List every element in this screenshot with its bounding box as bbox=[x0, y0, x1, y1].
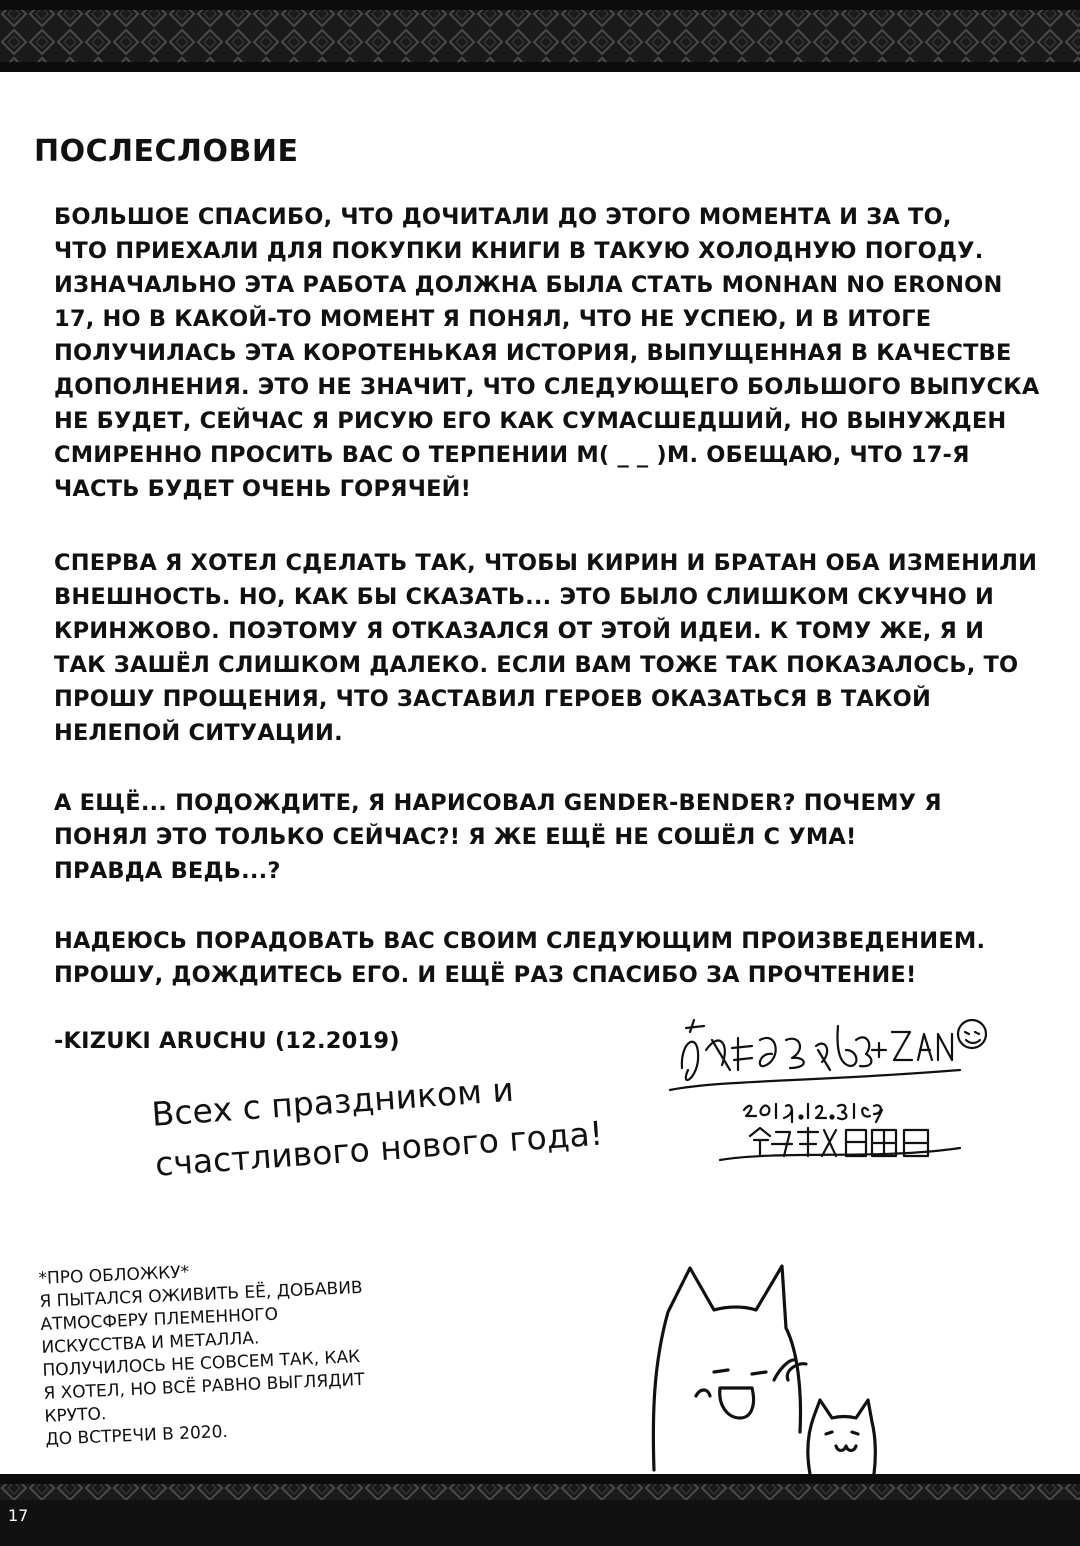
cat-doodle-icon bbox=[648, 1262, 878, 1474]
afterword-heading: ПОСЛЕСЛОВИЕ bbox=[34, 134, 299, 169]
top-decorative-border bbox=[0, 0, 1080, 72]
cover-note: *ПРО ОБЛОЖКУ* Я ПЫТАЛСЯ ОЖИВИТЬ ЕЁ, ДОБАВИВ АТМОСФЕРУ ПЛЕМЕННОГО ИСКУССТВА И МЕТАЛЛА. ПОЛУЧИЛОСЬ НЕ СОВСЕМ ТАК, КАК Я ХОТЕЛ, НО ВСЁ РАВНО ВЫГЛЯДИТ КРУТО. ДО ВСТРЕЧИ В 2020. bbox=[38, 1262, 365, 1450]
paragraph-next-work: НАДЕЮСЬ ПОРАДОВАТЬ ВАС СВОИМ СЛЕДУЮЩИМ ПРОИЗВЕДЕНИЕМ. ПРОШУ, ДОЖДИТЕСЬ ЕГО. И ЕЩЁ РАЗ СПАСИБО ЗА ПРОЧТЕНИЕ! bbox=[54, 928, 986, 988]
author-signoff: -KIZUKI ARUCHU (12.2019) bbox=[54, 1028, 400, 1054]
paragraph-gender-bender: А ЕЩЁ... ПОДОЖДИТЕ, Я НАРИСОВАЛ GENDER-BENDER? ПОЧЕМУ Я ПОНЯЛ ЭТО ТОЛЬКО СЕЙЧАС?! Я ЖЕ ЕЩЁ НЕ СОШЁЛ С УМА! ПРАВДА ВЕДЬ...? bbox=[54, 790, 942, 884]
holiday-greeting: Всех с праздником и счастливого нового года! bbox=[150, 1069, 605, 1184]
page-number: 17 bbox=[8, 1506, 29, 1525]
author-signature-image bbox=[660, 1010, 990, 1170]
bottom-decorative-border bbox=[0, 1474, 1080, 1546]
paragraph-thanks: БОЛЬШОЕ СПАСИБО, ЧТО ДОЧИТАЛИ ДО ЭТОГО МОМЕНТА И ЗА ТО, ЧТО ПРИЕХАЛИ ДЛЯ ПОКУПКИ КНИГИ В ТАКУЮ ХОЛОДНУЮ ПОГОДУ. ИЗНАЧАЛЬНО ЭТА РАБОТА ДОЛЖНА БЫЛА СТАТЬ MONHAN NO ERONON 17, НО В КАКОЙ-ТО МОМЕНТ Я ПОНЯЛ, ЧТО НЕ УСПЕЮ, И В ИТОГЕ ПОЛУЧИЛАСЬ ЭТА КОРОТЕНЬКАЯ ИСТОРИЯ, ВЫПУЩЕННАЯ В КАЧЕСТВЕ ДОПОЛНЕНИЯ. ЭТО НЕ ЗНАЧИТ, ЧТО СЛЕДУЮЩЕГО БОЛЬШОГО ВЫПУСКА НЕ БУДЕТ, СЕЙЧАС Я РИСУЮ ЕГО КАК СУМАСШЕДШИЙ, НО ВЫНУЖДЕН СМИРЕННО ПРОСИТЬ ВАС О ТЕРПЕНИИ М( _ _ )М. ОБЕЩАЮ, ЧТО 17-Я ЧАСТЬ БУДЕТ ОЧЕНЬ ГОРЯЧЕЙ! bbox=[54, 204, 1040, 502]
paragraph-original-plan: СПЕРВА Я ХОТЕЛ СДЕЛАТЬ ТАК, ЧТОБЫ КИРИН И БРАТАН ОБА ИЗМЕНИЛИ ВНЕШНОСТЬ. НО, КАК БЫ СКАЗАТЬ... ЭТО БЫЛО СЛИШКОМ СКУЧНО И КРИНЖОВО. ПОЭТОМУ Я ОТКАЗАЛСЯ ОТ ЭТОЙ ИДЕИ. К ТОМУ ЖЕ, Я И ТАК ЗАШЁЛ СЛИШКОМ ДАЛЕКО. ЕСЛИ ВАМ ТОЖЕ ТАК ПОКАЗАЛОСЬ, ТО ПРОШУ ПРОЩЕНИЯ, ЧТО ЗАСТАВИЛ ГЕРОЕВ ОКАЗАТЬСЯ В ТАКОЙ НЕЛЕПОЙ СИТУАЦИИ. bbox=[54, 550, 1038, 746]
